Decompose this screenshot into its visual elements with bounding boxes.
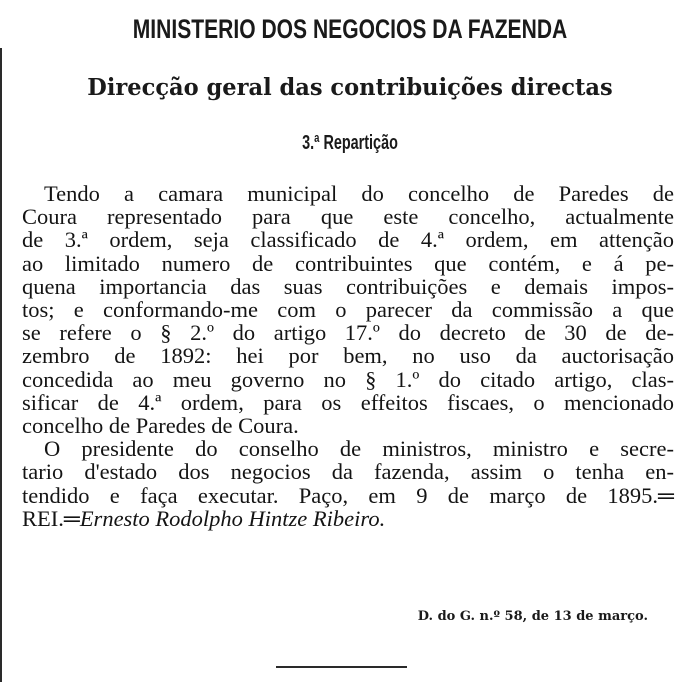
- closing-line: tario d'estado dos negocios da fazenda, assim o tenha en-: [22, 459, 674, 485]
- citation: D. do G. n.º 58, de 13 de março.: [417, 609, 648, 624]
- signature-prefix: REI.═: [22, 505, 80, 531]
- signature-line: [22, 507, 674, 530]
- left-margin-rule: [0, 48, 2, 682]
- paragraph-line: Tendo a camara municipal do concelho de Paredes de: [44, 181, 674, 206]
- ministry-title: MINISTERIO DOS NEGOCIOS DA FAZENDA: [132, 14, 568, 44]
- paragraph-line: concelho de Paredes de Coura.: [22, 413, 299, 439]
- paragraph-line: ao limitado numero de contribuintes que contém, e á pe-: [22, 250, 674, 276]
- section-separator: [276, 666, 407, 668]
- signature-name: Ernesto Rodolpho Hintze Ribeiro.: [79, 505, 386, 531]
- decree-body: [22, 182, 698, 530]
- paragraph-line: tos; e conformando-me com o parecer da commissão a que: [22, 297, 674, 323]
- direction-title: Direcção geral das contribuições directas: [87, 74, 613, 101]
- paragraph-line: de 3.ª ordem, seja classificado de 4.ª ordem, em attenção: [22, 227, 674, 253]
- paragraph-line: concedida ao meu governo no § 1.º do citado artigo, clas-: [22, 366, 674, 392]
- paragraph-line: zembro de 1892: hei por bem, no uso da auctorisação: [22, 343, 674, 369]
- paragraph-line: Coura representado para que este concelho, actualmente: [22, 204, 674, 230]
- paragraph-line: quena importancia das suas contribuições e demais impos-: [22, 273, 674, 299]
- section-title: 3.ª Repartição: [302, 132, 398, 154]
- closing-line: tendido e faça executar. Paço, em 9 de março de 1895.═: [22, 482, 674, 508]
- paragraph-line: sificar de 4.ª ordem, para os effeitos fiscaes, o mencionado: [22, 389, 674, 415]
- paragraph-line: se refere o § 2.º do artigo 17.º do decreto de 30 de de-: [22, 320, 674, 346]
- closing-line: O presidente do conselho de ministros, ministro e secre-: [44, 436, 674, 462]
